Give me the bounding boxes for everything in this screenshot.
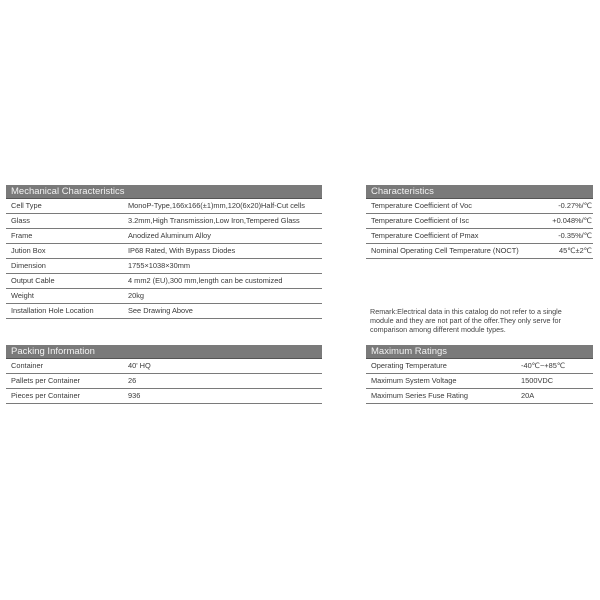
row-label: Frame — [11, 231, 33, 240]
table-row — [6, 259, 322, 274]
row-label: Maximum Series Fuse Rating — [371, 391, 468, 400]
mechanical-characteristics-header: Mechanical Characteristics — [6, 185, 322, 199]
remark-line: comparison among different module types. — [370, 325, 506, 334]
row-value: See Drawing Above — [128, 306, 193, 315]
row-value: +0.048%/℃ — [552, 216, 592, 225]
row-value: Anodized Aluminum Alloy — [128, 231, 211, 240]
row-value: 45℃±2℃ — [559, 246, 592, 255]
row-label: Pieces per Container — [11, 391, 81, 400]
table-row — [366, 229, 593, 244]
characteristics-table — [366, 185, 593, 259]
table-row — [366, 374, 593, 389]
row-value: 20A — [521, 391, 535, 400]
characteristics-header: Characteristics — [366, 185, 593, 199]
row-label: Operating Temperature — [371, 361, 447, 370]
table-row — [366, 359, 593, 374]
maximum-ratings-table — [366, 345, 593, 404]
row-label: Nominal Operating Cell Temperature (NOCT) — [371, 246, 519, 255]
row-value: 40' HQ — [128, 361, 151, 370]
row-label: Weight — [11, 291, 34, 300]
row-value: 4 mm2 (EU),300 mm,length can be customized — [128, 276, 283, 285]
row-label: Temperature Coefficient of Voc — [371, 201, 472, 210]
row-value: 1755×1038×30mm — [128, 261, 191, 270]
table-row — [6, 389, 322, 404]
remark-line: module and they are not part of the offer.They only serve for — [370, 316, 561, 325]
row-label: Installation Hole Location — [11, 306, 94, 315]
row-value: MonoP-Type,166x166(±1)mm,120(6x20)Half-Cut cells — [128, 201, 305, 210]
row-label: Cell Type — [11, 201, 42, 210]
packing-information-header: Packing Information — [6, 345, 322, 359]
row-label: Pallets per Container — [11, 376, 81, 385]
table-row — [6, 244, 322, 259]
row-value: -0.27%/℃ — [558, 201, 592, 210]
table-row — [366, 244, 593, 259]
row-label: Maximum System Voltage — [371, 376, 457, 385]
table-row — [6, 304, 322, 319]
row-value: 20kg — [128, 291, 145, 300]
table-row — [6, 359, 322, 374]
row-value: 1500VDC — [521, 376, 554, 385]
table-row — [6, 214, 322, 229]
row-label: Glass — [11, 216, 30, 225]
maximum-ratings-header: Maximum Ratings — [366, 345, 593, 359]
row-label: Output Cable — [11, 276, 55, 285]
row-label: Temperature Coefficient of Isc — [371, 216, 470, 225]
row-value: 936 — [128, 391, 141, 400]
row-value: 26 — [128, 376, 137, 385]
table-row — [6, 274, 322, 289]
row-value: -40℃~+85℃ — [521, 361, 566, 370]
row-label: Dimension — [11, 261, 46, 270]
table-row — [366, 389, 593, 404]
table-row — [366, 214, 593, 229]
table-row — [6, 374, 322, 389]
table-row — [366, 199, 593, 214]
row-value: 3.2mm,High Transmission,Low Iron,Tempered Glass — [128, 216, 300, 225]
row-label: Container — [11, 361, 44, 370]
row-value: IP68 Rated, With Bypass Diodes — [128, 246, 236, 255]
packing-information-table — [6, 345, 322, 404]
remark-line: Remark:Electrical data in this catalog do not refer to a single — [370, 307, 562, 316]
mechanical-characteristics-table — [6, 185, 322, 319]
table-row — [6, 289, 322, 304]
row-label: Temperature Coefficient of Pmax — [371, 231, 479, 240]
row-value: -0.35%/℃ — [558, 231, 592, 240]
row-label: Jution Box — [11, 246, 46, 255]
table-row — [6, 229, 322, 244]
remark-note — [370, 307, 600, 334]
table-row — [6, 199, 322, 214]
